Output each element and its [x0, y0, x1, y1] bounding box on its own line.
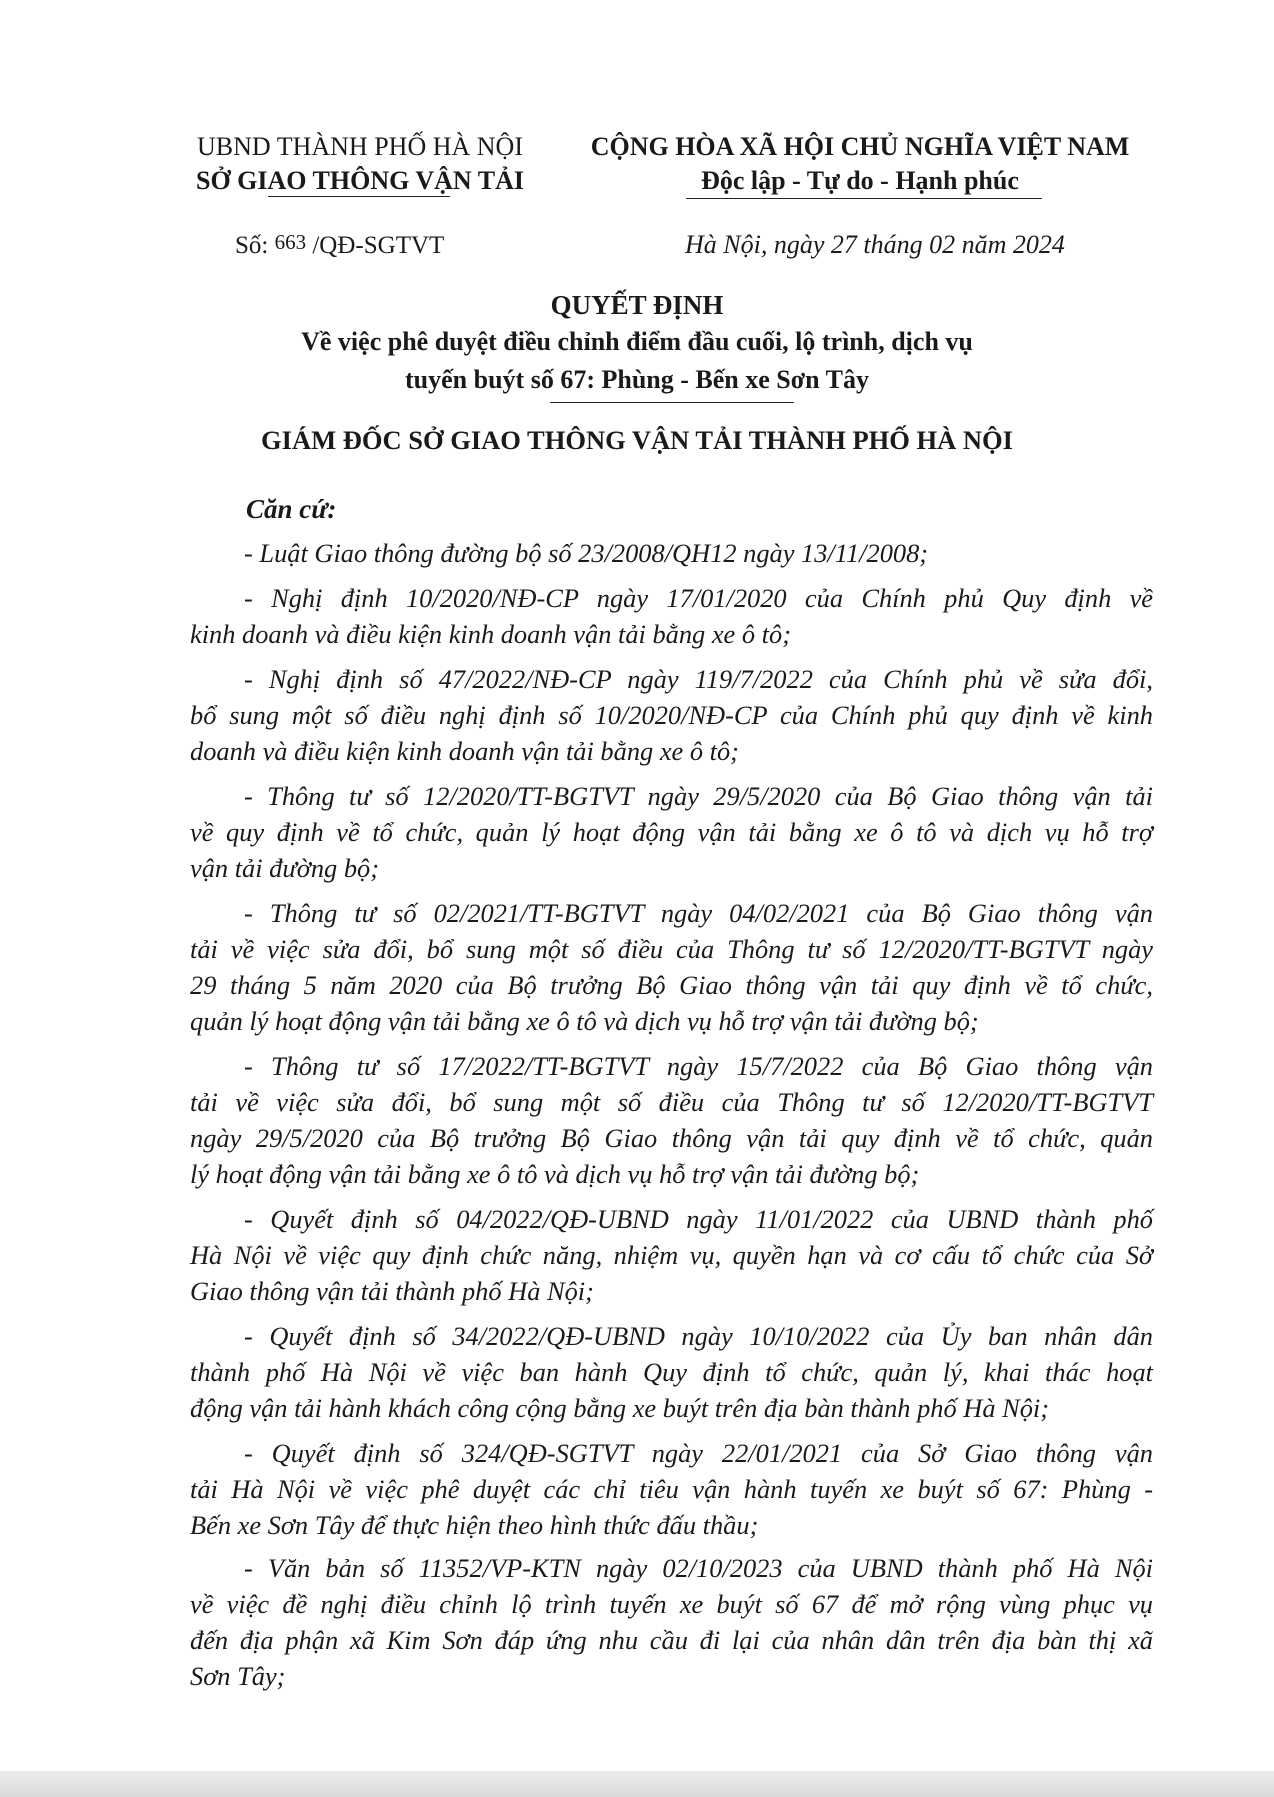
document-type: QUYẾT ĐỊNH	[550, 290, 724, 320]
basis-line: bổ sung một số điều nghị định số 10/2020/NĐ-CP của Chính phủ quy định về kinh	[190, 700, 1153, 730]
basis-line: về việc đề nghị điều chỉnh lộ trình tuyến xe buýt số 67 để mở rộng vùng phục vụ	[190, 1589, 1153, 1619]
basis-line: vận tải đường bộ;	[190, 853, 379, 883]
motto-underline	[686, 198, 1042, 199]
basis-line: tải về việc sửa đổi, bổ sung một số điều của Thông tư số 12/2020/TT-BGTVT ngày	[190, 934, 1153, 964]
basis-line: ngày 29/5/2020 của Bộ trưởng Bộ Giao thông vận tải quy định về tổ chức, quản	[190, 1123, 1153, 1153]
basis-line: Hà Nội về việc quy định chức năng, nhiệm vụ, quyền hạn và cơ cấu tổ chức của Sở	[190, 1240, 1153, 1270]
basis-line: - Nghị định 10/2020/NĐ-CP ngày 17/01/2020 của Chính phủ Quy định về	[244, 583, 1153, 613]
basis-line: - Quyết định số 34/2022/QĐ-UBND ngày 10/10/2022 của Ủy ban nhân dân	[244, 1321, 1153, 1351]
subject-line-2: tuyến buýt số 67: Phùng - Bến xe Sơn Tây	[405, 365, 869, 394]
basis-line: - Thông tư số 02/2021/TT-BGTVT ngày 04/02/2021 của Bộ Giao thông vận	[244, 898, 1153, 928]
basis-line: - Thông tư số 17/2022/TT-BGTVT ngày 15/7/2022 của Bộ Giao thông vận	[244, 1051, 1153, 1081]
national-motto	[560, 130, 1160, 198]
basis-line: - Nghị định số 47/2022/NĐ-CP ngày 119/7/2022 của Chính phủ về sửa đổi,	[244, 664, 1153, 694]
basis-line: kinh doanh và điều kiện kinh doanh vận tải bằng xe ô tô;	[190, 619, 791, 649]
basis-line: doanh và điều kiện kinh doanh vận tải bằng xe ô tô;	[190, 736, 739, 766]
number-suffix: /QĐ-SGTVT	[312, 232, 445, 259]
country-name: CỘNG HÒA XÃ HỘI CHỦ NGHĨA VIỆT NAM	[590, 132, 1130, 161]
basis-line: tải về việc sửa đổi, bổ sung một số điều của Thông tư số 12/2020/TT-BGTVT	[190, 1087, 1153, 1117]
authority-line-1: UBND THÀNH PHỐ HÀ NỘI	[197, 132, 523, 161]
basis-line: về quy định về tổ chức, quản lý hoạt động vận tải bằng xe ô tô và dịch vụ hỗ trợ	[190, 817, 1153, 847]
decision-number	[235, 230, 444, 260]
basis-line: - Quyết định số 324/QĐ-SGTVT ngày 22/01/2021 của Sở Giao thông vận	[244, 1438, 1153, 1468]
subject-line-1: Về việc phê duyệt điều chỉnh điểm đầu cuối, lộ trình, dịch vụ	[301, 327, 973, 356]
basis-line: Giao thông vận tải thành phố Hà Nội;	[190, 1276, 594, 1306]
legal-basis-heading: Căn cứ:	[246, 494, 337, 524]
subject-underline	[550, 402, 794, 403]
basis-line: động vận tải hành khách công cộng bằng xe buýt trên địa bàn thành phố Hà Nội;	[190, 1393, 1050, 1423]
authority-underline	[268, 196, 450, 197]
number-value: 663	[274, 230, 307, 254]
issue-date: Hà Nội, ngày 27 tháng 02 năm 2024	[685, 230, 1065, 259]
basis-line: - Thông tư số 12/2020/TT-BGTVT ngày 29/5/2020 của Bộ Giao thông vận tải	[244, 781, 1153, 811]
basis-line: lý hoạt động vận tải bằng xe ô tô và dịch vụ hỗ trợ vận tải đường bộ;	[190, 1159, 920, 1189]
basis-line: đến địa phận xã Kim Sơn đáp ứng nhu cầu đi lại của nhân dân trên địa bàn thị xã	[190, 1625, 1153, 1655]
basis-line: quản lý hoạt động vận tải bằng xe ô tô và dịch vụ hỗ trợ vận tải đường bộ;	[190, 1006, 979, 1036]
basis-line: Bến xe Sơn Tây để thực hiện theo hình thức đấu thầu;	[190, 1510, 759, 1540]
issuer-heading: GIÁM ĐỐC SỞ GIAO THÔNG VẬN TẢI THÀNH PHỐ HÀ NỘI	[261, 425, 1013, 455]
basis-line: tải Hà Nội về việc phê duyệt các chỉ tiêu vận hành tuyến xe buýt số 67: Phùng -	[190, 1474, 1153, 1504]
basis-line: 29 tháng 5 năm 2020 của Bộ trưởng Bộ Giao thông vận tải quy định về tổ chức,	[190, 970, 1153, 1000]
basis-line: - Quyết định số 04/2022/QĐ-UBND ngày 11/01/2022 của UBND thành phố	[244, 1204, 1153, 1234]
basis-line: Sơn Tây;	[190, 1661, 286, 1691]
number-prefix: Số:	[235, 232, 269, 259]
authority-line-2: SỞ GIAO THÔNG VẬN TẢI	[196, 166, 524, 195]
issuing-authority	[160, 130, 560, 198]
motto: Độc lập - Tự do - Hạnh phúc	[701, 166, 1019, 195]
basis-line: - Văn bản số 11352/VP-KTN ngày 02/10/2023 của UBND thành phố Hà Nội	[244, 1553, 1153, 1583]
basis-line: - Luật Giao thông đường bộ số 23/2008/QH12 ngày 13/11/2008;	[244, 538, 929, 568]
basis-line: thành phố Hà Nội về việc ban hành Quy định tổ chức, quản lý, khai thác hoạt	[190, 1357, 1153, 1387]
